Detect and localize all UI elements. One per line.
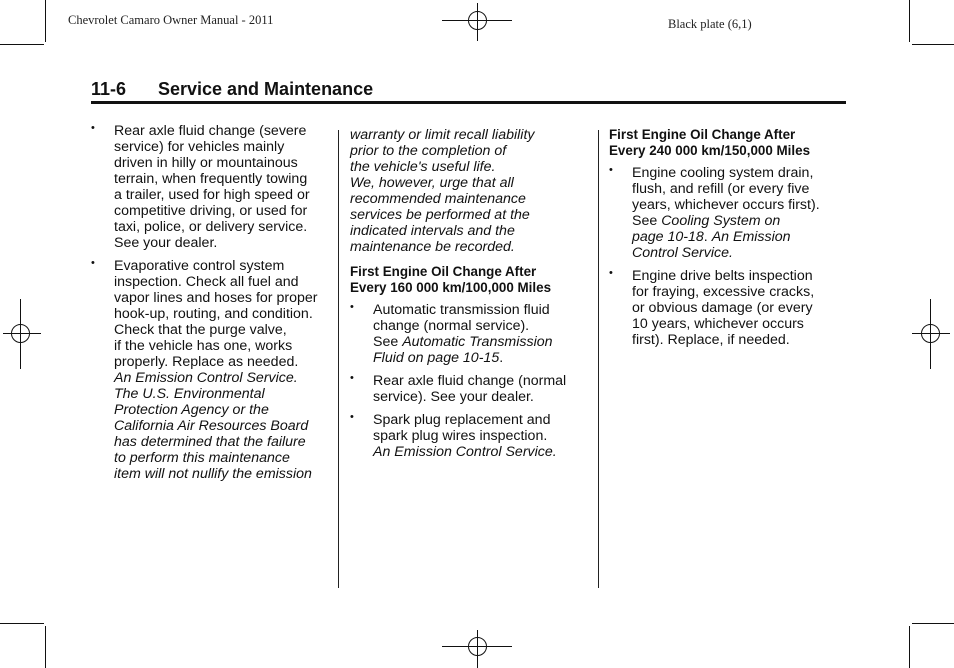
text-line: [114, 402, 331, 418]
subhead-240000: First Engine Oil Change After Every 240 000 km/150,000 Miles: [609, 127, 811, 158]
text-segment: a trailer, used for high speed or: [114, 187, 310, 203]
text-line: [114, 290, 331, 306]
bullet-icon: •: [350, 372, 354, 384]
text-line: [114, 322, 331, 338]
col1-list: [91, 123, 331, 482]
text-line: [632, 181, 841, 197]
text-line: [350, 207, 590, 223]
list-item: [609, 268, 841, 348]
text-line: [350, 159, 590, 175]
subhead-160000: First Engine Oil Change After Every 160 000 km/100,000 Miles: [350, 264, 552, 295]
text-line: [114, 203, 331, 219]
text-line: [114, 187, 331, 203]
text-segment: We, however, urge that all: [350, 175, 514, 191]
text-segment: inspection. Check all fuel and: [114, 274, 299, 290]
text-line: [632, 332, 841, 348]
text-segment: the vehicle's useful life.: [350, 159, 496, 175]
text-line: [114, 123, 331, 139]
text-segment: services be performed at the: [350, 207, 530, 223]
list-item: [350, 412, 590, 460]
text-segment: driven in hilly or mountainous: [114, 155, 298, 171]
text-line: [114, 155, 331, 171]
text-line: [632, 197, 841, 213]
text-segment: See: [632, 213, 662, 229]
text-segment: first). Replace, if needed.: [632, 332, 790, 348]
text-segment: Protection Agency or the: [114, 402, 269, 418]
text-line: [632, 300, 841, 316]
text-line: [632, 229, 841, 245]
column-divider-1: [338, 130, 339, 588]
text-segment: Engine drive belts inspection: [632, 268, 813, 284]
text-segment: item will not nullify the emission: [114, 466, 312, 482]
text-line: [350, 191, 590, 207]
text-line: [114, 219, 331, 235]
text-segment: terrain, when frequently towing: [114, 171, 308, 187]
text-line: [114, 139, 331, 155]
text-segment: service). See your dealer.: [373, 389, 534, 405]
text-segment: prior to the completion of: [350, 143, 507, 159]
text-segment: Engine cooling system drain,: [632, 165, 814, 181]
header-rule: [91, 101, 846, 104]
text-line: [114, 274, 331, 290]
text-line: [632, 284, 841, 300]
bullet-icon: •: [609, 267, 613, 279]
text-segment: has determined that the failure: [114, 434, 306, 450]
text-segment: competitive driving, or used for: [114, 203, 308, 219]
text-line: [632, 316, 841, 332]
text-segment: Control Service.: [632, 245, 733, 261]
column-divider-2: [598, 130, 599, 588]
text-segment: .: [499, 350, 504, 366]
text-segment: properly. Replace as needed.: [114, 354, 299, 370]
bullet-icon: •: [609, 164, 613, 176]
text-line: [114, 171, 331, 187]
text-line: [114, 386, 331, 402]
text-segment: service) for vehicles mainly: [114, 139, 285, 155]
list-item: [91, 258, 331, 482]
text-line: [350, 175, 590, 191]
text-line: [114, 418, 331, 434]
text-segment: indicated intervals and the: [350, 223, 515, 239]
text-line: [632, 268, 841, 284]
bullet-icon: •: [350, 301, 354, 313]
col3-list: [609, 165, 841, 348]
text-segment: to perform this maintenance: [114, 450, 290, 466]
text-segment: See your dealer.: [114, 235, 218, 251]
text-line: [114, 434, 331, 450]
text-line: [114, 306, 331, 322]
text-segment: Spark plug replacement and: [373, 412, 551, 428]
text-segment: Check that the purge valve,: [114, 322, 287, 338]
text-segment: 10 years, whichever occurs: [632, 316, 804, 332]
text-segment: vapor lines and hoses for proper: [114, 290, 318, 306]
column-1: [91, 123, 331, 489]
section-number: 11-6: [91, 79, 127, 99]
text-line: [114, 354, 331, 370]
text-line: [350, 127, 590, 143]
text-line: [114, 466, 331, 482]
text-segment: warranty or limit recall liability: [350, 127, 535, 143]
text-line: [373, 412, 590, 428]
text-line: [373, 334, 590, 350]
text-segment: Rear axle fluid change (severe: [114, 123, 307, 139]
text-line: [373, 350, 590, 366]
text-segment: Evaporative control system: [114, 258, 285, 274]
text-segment: .: [703, 229, 712, 245]
list-item: [350, 302, 590, 366]
text-line: [632, 165, 841, 181]
text-line: [114, 338, 331, 354]
text-line: [114, 370, 331, 386]
text-line: [373, 318, 590, 334]
text-line: [373, 389, 590, 405]
text-segment: for fraying, excessive cracks,: [632, 284, 815, 300]
text-segment: flush, and refill (or every five: [632, 181, 810, 197]
text-segment: years, whichever occurs first).: [632, 197, 820, 213]
column-2: [350, 127, 590, 467]
text-segment: An Emission Control Service.: [373, 444, 557, 460]
col2-list: [350, 302, 590, 460]
text-line: [350, 239, 590, 255]
bullet-icon: •: [350, 411, 354, 423]
text-line: [114, 258, 331, 274]
text-segment: Rear axle fluid change (normal: [373, 373, 567, 389]
bullet-icon: •: [91, 122, 95, 134]
list-item: [609, 165, 841, 261]
text-segment: The U.S. Environmental: [114, 386, 265, 402]
text-line: [350, 223, 590, 239]
text-segment: Automatic Transmission: [402, 334, 553, 350]
text-line: [632, 245, 841, 261]
list-item: [91, 123, 331, 251]
text-segment: if the vehicle has one, works: [114, 338, 293, 354]
text-segment: Fluid on page 10-15: [373, 350, 500, 366]
text-segment: Cooling System on: [661, 213, 781, 229]
text-line: [373, 444, 590, 460]
list-item: [350, 373, 590, 405]
text-segment: taxi, police, or delivery service.: [114, 219, 308, 235]
text-segment: An Emission Control Service.: [114, 370, 298, 386]
text-line: [114, 235, 331, 251]
text-segment: recommended maintenance: [350, 191, 526, 207]
text-segment: or obvious damage (or every: [632, 300, 813, 316]
text-segment: maintenance be recorded.: [350, 239, 515, 255]
col2-continuation: [350, 127, 590, 255]
text-segment: spark plug wires inspection.: [373, 428, 548, 444]
text-segment: An Emission: [711, 229, 791, 245]
text-segment: hook-up, routing, and condition.: [114, 306, 313, 322]
text-segment: change (normal service).: [373, 318, 530, 334]
text-line: [114, 450, 331, 466]
text-line: [373, 302, 590, 318]
text-segment: See: [373, 334, 403, 350]
text-line: [373, 428, 590, 444]
section-title: Service and Maintenance: [158, 79, 374, 99]
column-3: [609, 127, 841, 355]
manual-title: Chevrolet Camaro Owner Manual - 2011: [68, 13, 274, 27]
text-line: [350, 143, 590, 159]
bullet-icon: •: [91, 257, 95, 269]
text-line: [373, 373, 590, 389]
text-segment: Automatic transmission fluid: [373, 302, 550, 318]
text-segment: page 10-18: [632, 229, 704, 245]
text-line: [632, 213, 841, 229]
text-segment: California Air Resources Board: [114, 418, 309, 434]
plate-label: Black plate (6,1): [668, 17, 752, 31]
